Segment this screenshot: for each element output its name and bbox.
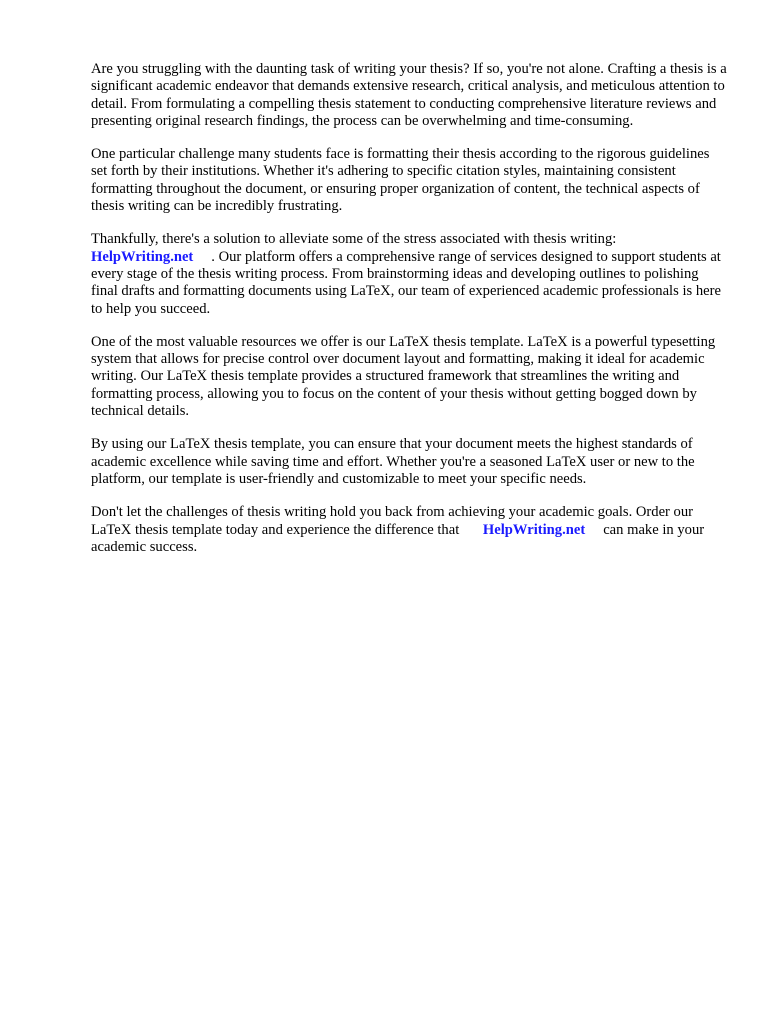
paragraph-call-to-action xyxy=(91,504,727,556)
paragraph-benefits: By using our LaTeX thesis template, you can ensure that your document meets the highest standards of academic excellence while saving time and effort. Whether you're a seasoned LaTeX user or new to the platform, our template is user-friendly and customizable to meet your specific needs. xyxy=(91,436,695,487)
helpwriting-link[interactable]: HelpWriting.net xyxy=(91,248,194,265)
paragraph-latex-template: One of the most valuable resources we offer is our LaTeX thesis template. LaTeX is a powerful typesetting system that allows for precise control over document layout and formatting, making it ideal for academic writing. Our LaTeX thesis template provides a structured framework that streamlines the writing and formatting process, allowing you to focus on the content of your thesis without getting bogged down by technical details. xyxy=(91,333,716,420)
helpwriting-link-cta[interactable]: HelpWriting.net xyxy=(482,521,586,538)
document-body xyxy=(91,61,727,572)
paragraph-cta-rest: can make in your academic success. xyxy=(91,521,705,555)
paragraph-intro: Are you struggling with the daunting task of writing your thesis? If so, you're not alone. Crafting a thesis is a significant academic endeavor that demands extensive research, critical analysis, and meticulous attention to detail. From formulating a compelling thesis statement to conducting comprehensive literature reviews and presenting original research findings, the process can be overwhelming and time-consuming. xyxy=(91,61,727,129)
paragraph-solution-lead: Thankfully, there's a solution to alleviate some of the stress associated with thesis writing: xyxy=(91,231,617,248)
paragraph-formatting-challenge: One particular challenge many students face is formatting their thesis according to the rigorous guidelines set forth by their institutions. Whether it's adhering to specific citation styles, maintaining consistent formatting throughout the document, or ensuring proper organization of content, the technical aspects of thesis writing can be incredibly frustrating. xyxy=(91,146,710,215)
paragraph-cta-lead: Don't let the challenges of thesis writing hold you back from achieving your academic goals. Order our LaTeX thesis template today and experience the difference that xyxy=(91,504,694,538)
paragraph-solution xyxy=(91,231,727,317)
paragraph-solution-rest: . Our platform offers a comprehensive range of services designed to support students at every stage of the thesis writing process. From brainstorming ideas and developing outlines to polishing final drafts and formatting documents using LaTeX, our team of experienced academic professionals is here to help you succeed. xyxy=(91,248,721,317)
